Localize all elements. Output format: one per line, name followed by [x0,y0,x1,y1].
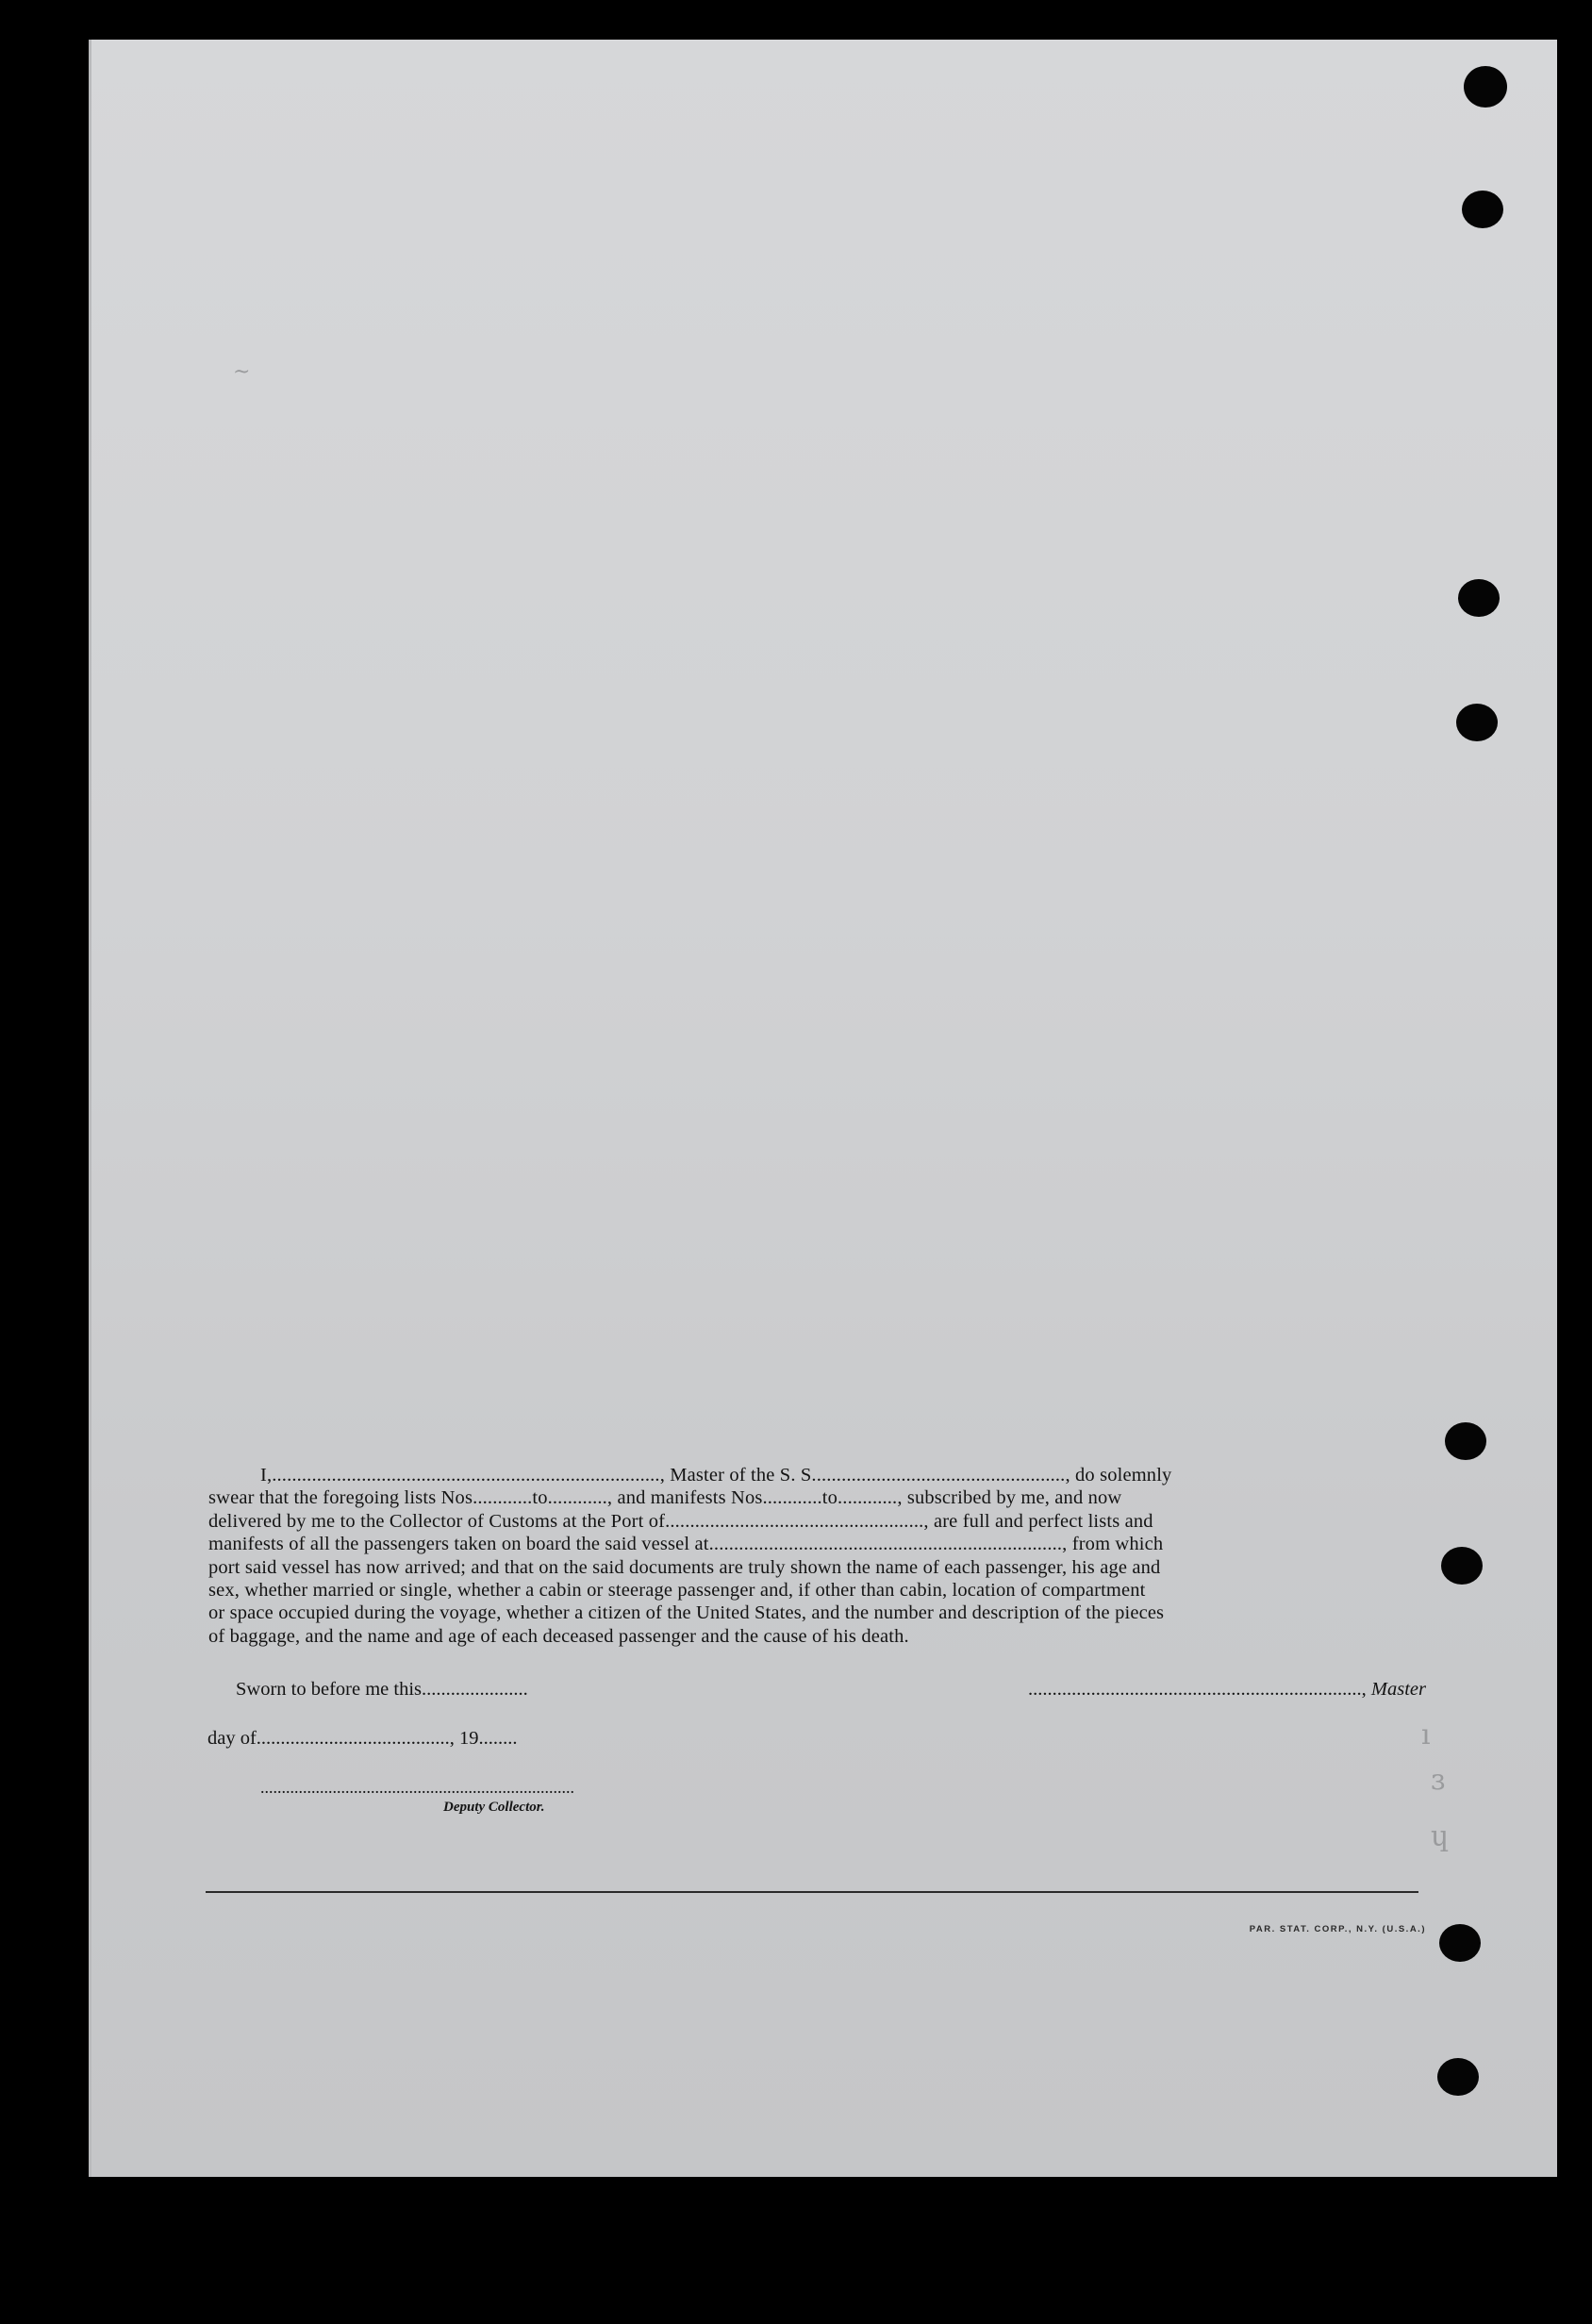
master-label: Master [1370,1679,1426,1700]
faint-handwriting-mark: ~ [233,360,251,384]
master-oath-paragraph [208,1464,1425,1648]
oath-line: swear that the foregoing lists Nos............to............, and manifests Nos............to............, subscribed by me, and now [208,1487,1122,1509]
binder-hole-icon [1445,1422,1486,1460]
binder-hole-icon [1458,579,1500,617]
printer-imprint: PAR. STAT. CORP., N.Y. (U.S.A.) [1249,1924,1426,1934]
day-of-line: day of........................................, 19........ [207,1728,518,1749]
binder-hole-icon [1456,704,1498,741]
faint-handwriting-mark: ɥ [1431,1820,1450,1853]
binder-hole-icon [1439,1924,1481,1962]
faint-handwriting-mark: ɜ [1431,1764,1446,1797]
oath-line: sex, whether married or single, whether a cabin or steerage passenger and, if other than cabin, location of compartment [208,1580,1146,1602]
master-signature-dots: ....................................................................., [1028,1679,1371,1700]
deputy-signature-dots: .......................................................................... [260,1778,574,1797]
oath-line: manifests of all the passengers taken on board the said vessel at......................................................................., from which [208,1534,1164,1555]
binder-hole-icon [1437,2058,1479,2096]
manifest-page [89,40,1557,2177]
binder-hole-icon [1464,66,1507,108]
binder-hole-icon [1441,1547,1483,1585]
binder-hole-icon [1462,191,1503,228]
sworn-to-line: Sworn to before me this...................... [236,1679,528,1700]
oath-line: I,.............................................................................., Master of the S. S..................................................., do solemnly [260,1465,1172,1486]
faint-handwriting-mark: ı [1421,1718,1431,1751]
deputy-collector-label: Deputy Collector. [443,1800,545,1815]
oath-line: delivered by me to the Collector of Customs at the Port of...................................................., are full and perfect lists and [208,1510,1153,1532]
master-signature-line [924,1679,1426,1701]
bottom-rule [206,1891,1418,1893]
oath-line: or space occupied during the voyage, whether a citizen of the United States, and the number and description of the pieces [208,1602,1165,1624]
oath-line: port said vessel has now arrived; and that on the said documents are truly shown the name of each passenger, his age and [208,1556,1161,1578]
oath-line: of baggage, and the name and age of each deceased passenger and the cause of his death. [208,1625,909,1647]
